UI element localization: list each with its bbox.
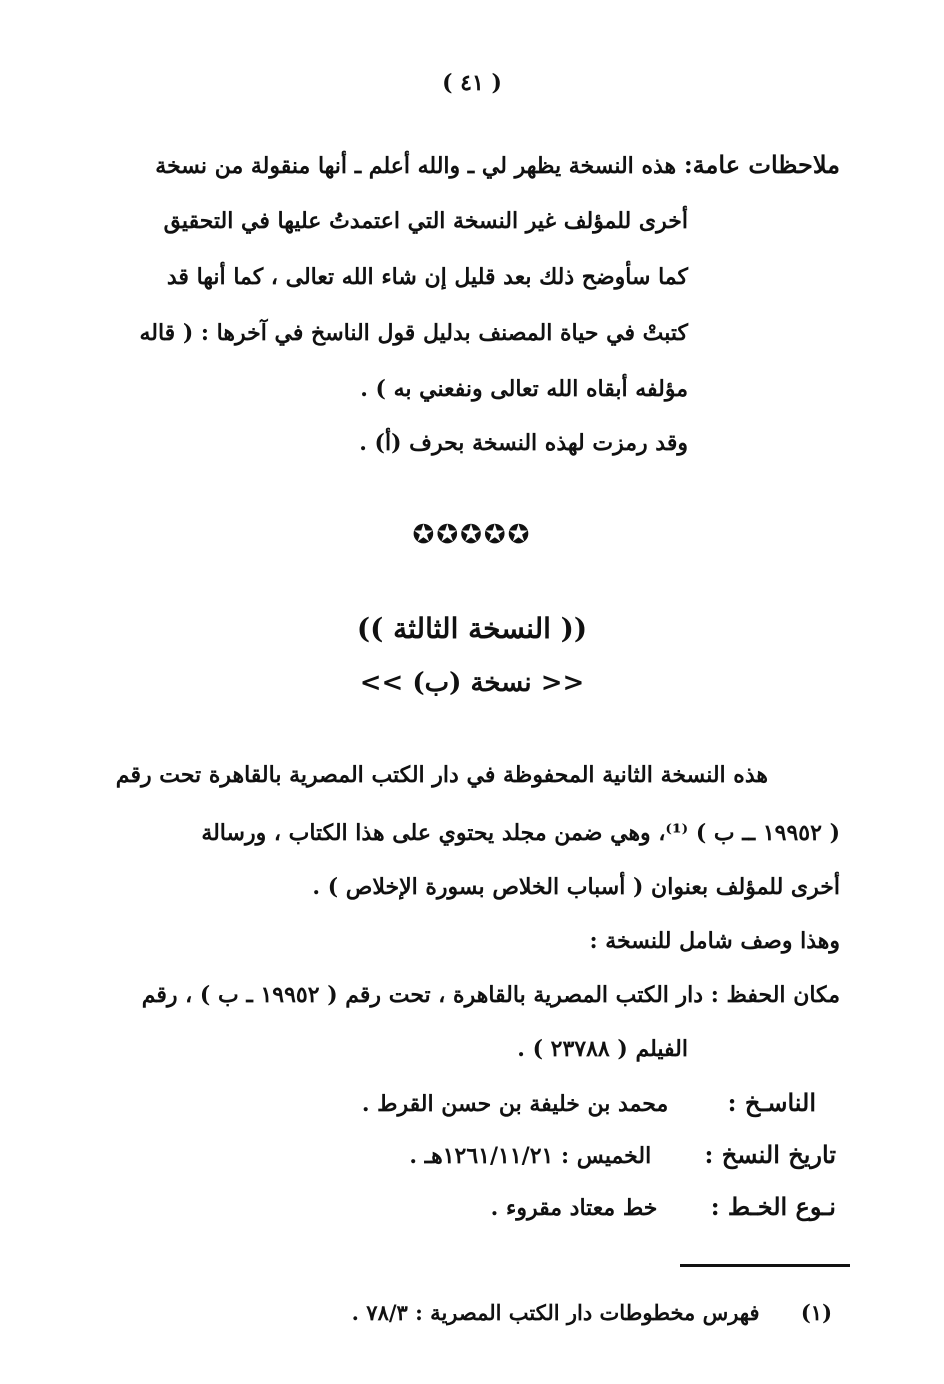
body-line-3: أخرى للمؤلف بعنوان ( أسباب الخلاص بسورة الإخلاص ) .: [312, 874, 840, 900]
detail-copy-date: [409, 1140, 836, 1171]
body-line-4: وهذا وصف شامل للنسخة :: [589, 928, 840, 954]
section-subtitle: << نسخة (ب) >>: [359, 668, 585, 698]
section-ornament: ✪✪✪✪✪: [412, 520, 532, 550]
notes-line-6: وقد رمزت لهذه النسخة بحرف (أ) .: [359, 430, 688, 456]
detail-script-type-label: نـوع الخـط :: [710, 1192, 836, 1221]
body-line-1: هذه النسخة الثانية المحفوظة في دار الكتب المصرية بالقاهرة تحت رقم: [115, 762, 768, 788]
detail-copyist: [362, 1088, 816, 1119]
notes-line-4: كتبتْ في حياة المصنف بدليل قول الناسخ في آخرها : ( قاله: [139, 320, 688, 346]
footnote-number: (١): [800, 1300, 832, 1325]
footnote-separator: [680, 1264, 850, 1267]
body-line-2: ( ١٩٩٥٢ ــ ب ) ⁽¹⁾، وهي ضمن مجلد يحتوي على هذا الكتاب ، ورسالة: [201, 820, 840, 846]
notes-line-3: كما سأوضح ذلك بعد قليل إن شاء الله تعالى ، كما أنها قد: [166, 264, 688, 290]
notes-line-2: أخرى للمؤلف غير النسخة التي اعتمدتُ عليها في التحقيق: [163, 208, 688, 234]
detail-script-type: [491, 1192, 836, 1223]
notes-line-1-text: هذه النسخة يظهر لي ـ والله أعلم ـ أنها منقولة من نسخة: [155, 153, 677, 179]
notes-label: ملاحظات عامة:: [683, 150, 840, 179]
footnote: [352, 1300, 832, 1325]
body-line-6: الفيلم ( ٢٣٧٨٨ ) .: [517, 1036, 688, 1062]
page-number: ( ٤١ ): [442, 70, 502, 96]
notes-line-5: مؤلفه أبقاه الله تعالى ونفعني به ) .: [360, 376, 688, 402]
detail-copyist-value: محمد بن خليفة بن حسن القرط .: [361, 1091, 669, 1117]
footnote-text: فهرس مخطوطات دار الكتب المصرية : ٧٨/٣ .: [351, 1300, 760, 1325]
detail-script-type-value: خط معتاد مقروء .: [490, 1195, 658, 1221]
notes-line-1: [155, 150, 840, 181]
detail-copy-date-value: الخميس : ١٢٦١/١١/٢١هـ .: [409, 1143, 652, 1169]
detail-copy-date-label: تاريخ النسخ :: [704, 1140, 836, 1169]
section-title: (( النسخة الثالثة )): [356, 612, 588, 645]
body-line-5: مكان الحفظ : دار الكتب المصرية بالقاهرة ، تحت رقم ( ١٩٩٥٢ ـ ب ) ، رقم: [141, 982, 840, 1008]
detail-copyist-label: الناسـخ :: [727, 1088, 816, 1117]
